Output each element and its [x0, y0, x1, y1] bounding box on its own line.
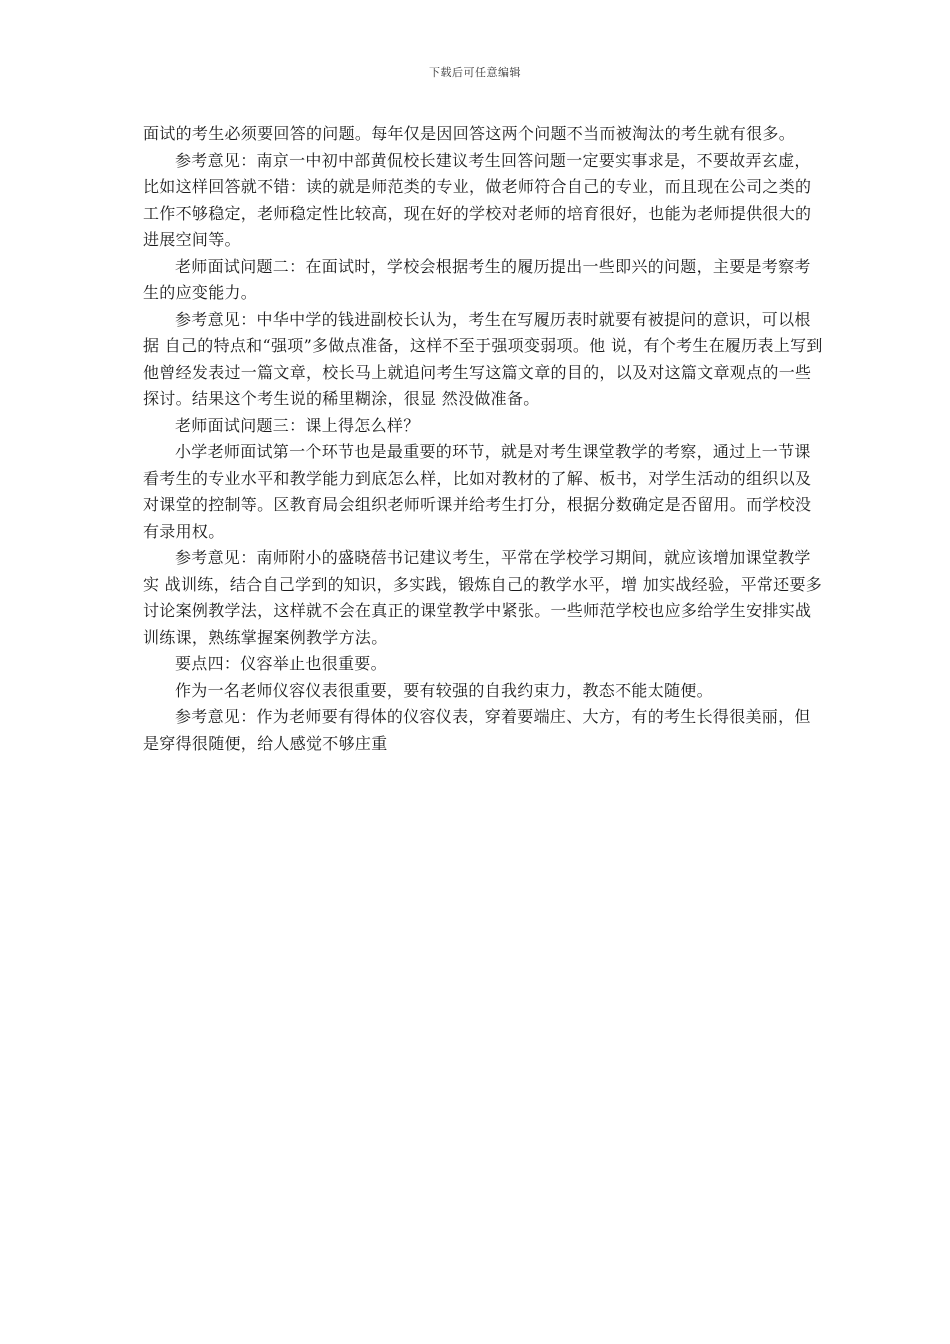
- paragraph: 面试的考生必须要回答的问题。每年仅是因回答这两个问题不当而被淘汰的考生就有很多。: [143, 124, 796, 143]
- document-body: [143, 121, 823, 757]
- paragraph: 参考意见：中华中学的钱进副校长认为，考生在写履历表时就要有被提问的意识，可以根据 自己的特点和“强项”多做点准备，这样不至于强项变弱项。他 说，有个考生在履历表上写到他曾经发表过一篇文章，校长马上就追问考生写这篇文章的目的，以及对这篇文章观点的一些探讨。结果这个考生说的稀里糊涂，很显 然没做准备。: [143, 309, 823, 408]
- paragraph: 参考意见：作为老师要有得体的仪容仪表，穿着要端庄、大方，有的考生长得很美丽，但是穿得很随便，给人感觉不够庄重: [143, 707, 811, 753]
- paragraph: 参考意见：南师附小的盛晓蓓书记建议考生，平常在学校学习期间，就应该增加课堂教学实 战训练，结合自己学到的知识，多实践，锻炼自己的教学水平，增 加实战经验，平常还要多讨论案例教学法，这样就不会在真正的课堂教学中紧张。一些师范学校也应多给学生安排实战训练课，熟练掌握案例教学方法。: [143, 548, 823, 647]
- paragraph: 作为一名老师仪容仪表很重要，要有较强的自我约束力，教态不能太随便。: [175, 680, 713, 700]
- paragraph: 老师面试问题二：在面试时，学校会根据考生的履历提出一些即兴的问题，主要是考察考生的应变能力。: [143, 256, 811, 302]
- paragraph: 参考意见：南京一中初中部黄侃校长建议考生回答问题一定要实事求是，不要故弄玄虚，比如这样回答就不错：读的就是师范类的专业，做老师符合自己的专业，而且现在公司之类的工作不够稳定，老师稳定性比较高，现在好的学校对老师的培育很好，也能为老师提供很大的进展空间等。: [143, 150, 812, 249]
- paragraph: 要点四：仪容举止也很重要。: [175, 654, 387, 673]
- page-header: 下载后可任意编辑: [429, 66, 521, 79]
- paragraph: 小学老师面试第一个环节也是最重要的环节，就是对考生课堂教学的考察，通过上一节课看考生的专业水平和教学能力到底怎么样，比如对教材的了解、板书，对学生活动的组织以及对课堂的控制等。区教育局会组织老师听课并给考生打分，根据分数确定是否留用。而学校没有录用权。: [143, 442, 812, 541]
- paragraph: 老师面试问题三：课上得怎么样？: [175, 415, 420, 435]
